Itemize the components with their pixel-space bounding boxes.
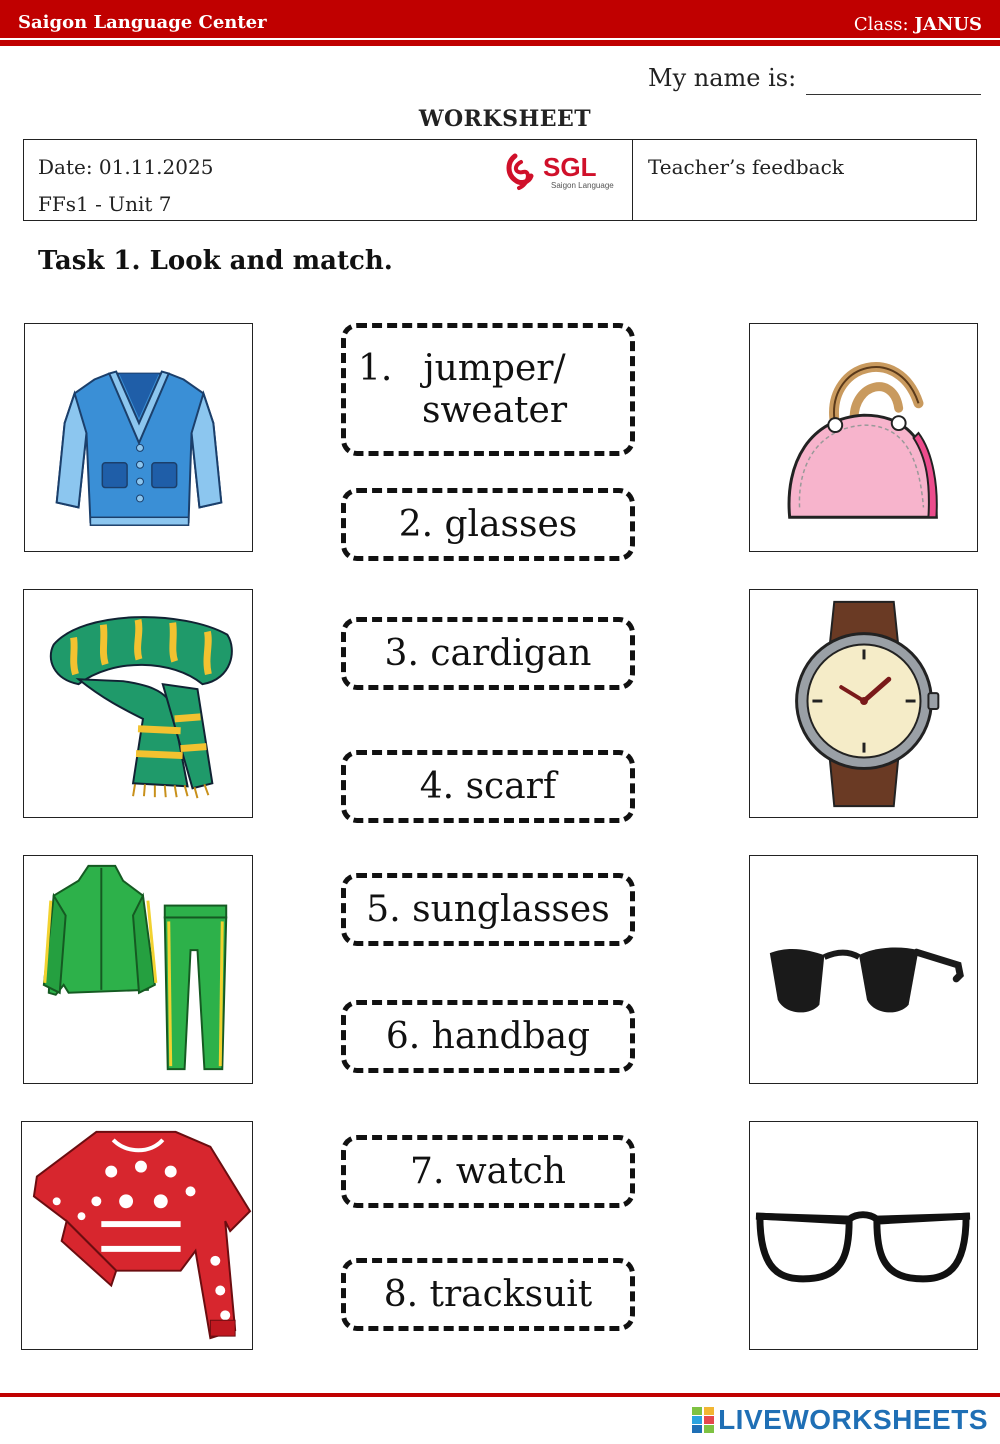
class-info [854,14,982,35]
liveworksheets-logo [692,1402,988,1438]
scarf-picture[interactable] [23,589,253,818]
handbag-picture[interactable] [749,323,978,552]
page-title: WORKSHEET [418,106,592,132]
sweater-icon [22,1122,252,1349]
tracksuit-icon [24,856,252,1083]
date-text: Date: 01.11.2025 [38,155,214,179]
task-heading: Task 1. Look and match. [38,246,393,276]
sunglasses-icon [750,856,977,1083]
name-input-line[interactable] [806,94,981,95]
word-box-5[interactable]: 5. sunglasses [341,873,635,946]
sgl-logo [505,148,617,194]
word-box-6[interactable]: 6. handbag [341,1000,635,1073]
sunglasses-picture[interactable] [749,855,978,1084]
center-name: Saigon Language Center [18,12,267,33]
word-text-line2: sweater [422,389,568,431]
liveworksheets-icon [692,1407,714,1433]
tracksuit-picture[interactable] [23,855,253,1084]
word-box-1[interactable] [341,323,635,456]
sweater-picture[interactable] [21,1121,253,1350]
word-box-3[interactable]: 3. cardigan [341,617,635,690]
word-box-7[interactable]: 7. watch [341,1135,635,1208]
word-box-4[interactable]: 4. scarf [341,750,635,823]
cardigan-icon [25,324,252,551]
watch-picture[interactable] [749,589,978,818]
word-box-2[interactable]: 2. glasses [341,488,635,561]
cardigan-picture[interactable] [24,323,253,552]
scarf-icon [24,590,252,817]
liveworksheets-text: LIVEWORKSHEETS [718,1404,988,1435]
watch-icon [750,590,977,817]
word-text: jumper/ [423,348,566,390]
word-box-8[interactable]: 8. tracksuit [341,1258,635,1331]
name-label: My name is: [648,64,797,92]
word-number: 1. [358,348,393,390]
header-rule [0,40,1000,46]
teacher-feedback-label: Teacher’s feedback [648,155,844,179]
info-divider [632,139,633,221]
unit-text: FFs1 - Unit 7 [38,192,172,216]
class-name: JANUS [914,14,982,35]
glasses-picture[interactable] [749,1121,978,1350]
handbag-icon [750,324,977,551]
logo-text: SGL [543,152,597,182]
logo-subtext: Saigon Language [551,181,614,190]
footer-rule [0,1393,1000,1397]
class-label: Class: [853,14,909,35]
glasses-icon [750,1122,977,1349]
